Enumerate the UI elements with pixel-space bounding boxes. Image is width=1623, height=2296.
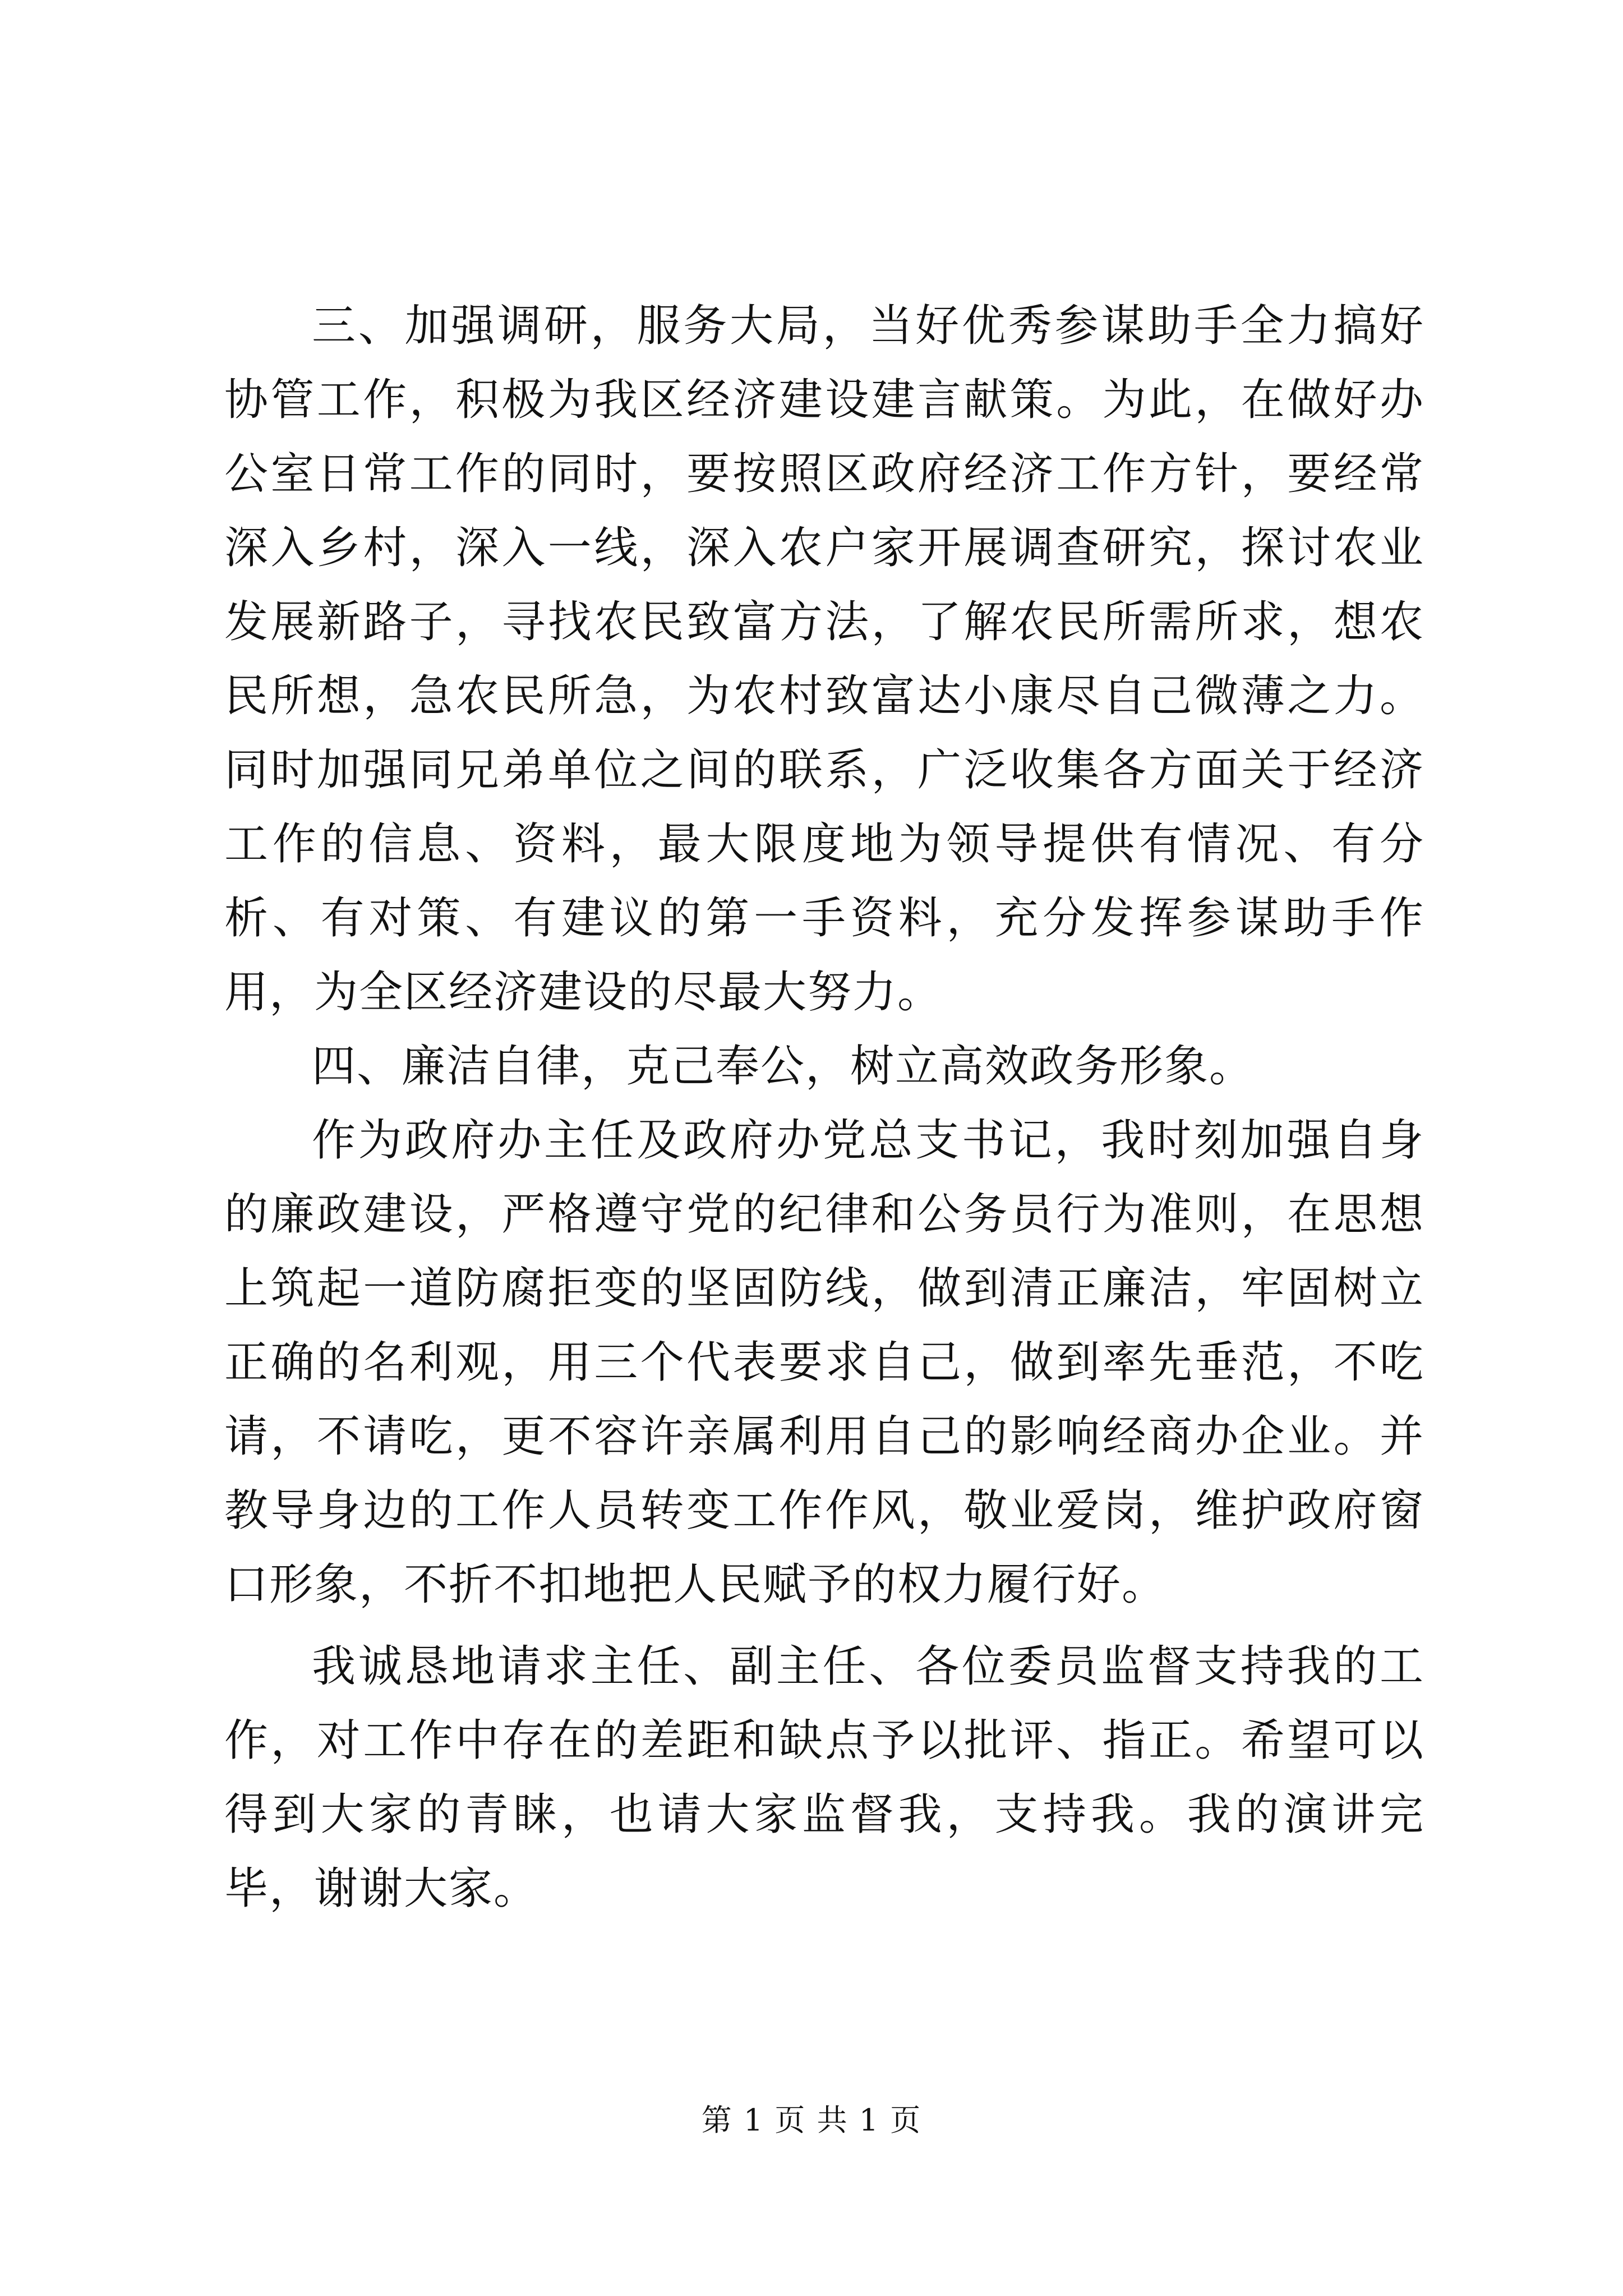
paragraph-closing: 我诚恳地请求主任、副主任、各位委员监督支持我的工作，对工作中存在的差距和缺点予以批评、指正。希望可以得到大家的青睐，也请大家监督我，支持我。我的演讲完毕，谢谢大家。 [224,1641,1424,1914]
document-body [224,289,1424,1926]
paragraph-section-four-heading: 四、廉洁自律，克己奉公，树立高效政务形象。 [312,1041,1255,1092]
page-number-footer: 第 1 页 共 1 页 [701,2102,922,2138]
paragraph-integrity: 作为政府办主任及政府办党总支书记，我时刻加强自身的廉政建设，严格遵守党的纪律和公务员行为准则，在思想上筑起一道防腐拒变的坚固防线，做到清正廉洁，牢固树立正确的名利观，用三个代表要求自己，做到率先垂范，不吃请，不请吃，更不容许亲属利用自己的影响经商办企业。并教导身边的工作人员转变工作作风，敬业爱岗，维护政府窗口形象，不折不扣地把人民赋予的权力履行好。 [224,1115,1424,1610]
paragraph-section-three: 三、加强调研，服务大局，当好优秀参谋助手全力搞好协管工作，积极为我区经济建设建言献策。为此，在做好办公室日常工作的同时，要按照区政府经济工作方针，要经常深入乡村，深入一线，深入农户家开展调查研究，探讨农业发展新路子，寻找农民致富方法，了解农民所需所求，想农民所想，急农民所急，为农村致富达小康尽自己微薄之力。同时加强同兄弟单位之间的联系，广泛收集各方面关于经济工作的信息、资料，最大限度地为领导提供有情况、有分析、有对策、有建议的第一手资料，充分发挥参谋助手作用，为全区经济建设的尽最大努力。 [224,301,1424,1018]
